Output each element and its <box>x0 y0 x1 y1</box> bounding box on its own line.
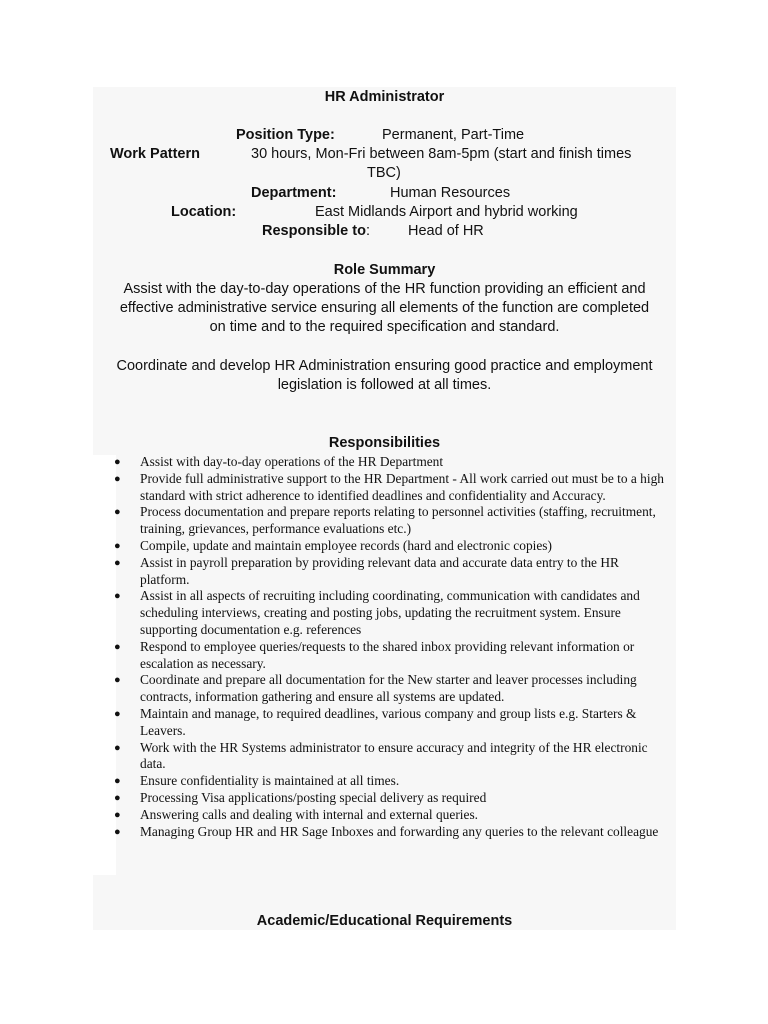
role-summary-paragraph-2 <box>96 357 673 395</box>
academic-requirements-heading: Academic/Educational Requirements <box>256 913 513 929</box>
list-item <box>0 454 670 471</box>
list-item-text: Provide full administrative support to the HR Department - All work carried out must be to a high standard with strict adherence to identified deadlines and confidentiality and Accuracy. <box>140 470 664 503</box>
bullet-icon: ● <box>114 556 121 569</box>
bullet-icon: ● <box>114 640 121 653</box>
paragraph-line: Assist with the day-to-day operations of the HR function providing an efficient and <box>123 281 646 297</box>
list-item-text: Compile, update and maintain employee records (hard and electronic copies) <box>140 537 552 553</box>
role-summary-heading: Role Summary <box>333 262 436 278</box>
list-item-text: Coordinate and prepare all documentation for the New starter and leaver processes including contracts, information gathering and ensure all systems are updated. <box>140 672 637 705</box>
list-item-text: Respond to employee queries/requests to the shared inbox providing relevant information or escalation as necessary. <box>140 638 635 671</box>
list-item <box>0 773 670 790</box>
list-item-text: Ensure confidentiality is maintained at all times. <box>140 773 400 789</box>
bullet-icon: ● <box>114 472 121 485</box>
work-pattern-label: Work Pattern <box>110 146 200 162</box>
list-item-text: Processing Visa applications/posting special delivery as required <box>140 789 487 805</box>
work-pattern-value-continued: TBC) <box>367 165 401 181</box>
list-item <box>0 504 670 538</box>
document-title: HR Administrator <box>324 89 445 105</box>
paragraph-line: effective administrative service ensuring all elements of the function are completed <box>119 300 650 317</box>
location-label: Location: <box>171 204 237 220</box>
work-pattern-value: 30 hours, Mon-Fri between 8am-5pm (start and finish times <box>251 146 632 162</box>
list-item <box>0 588 670 638</box>
paragraph-line: legislation is followed at all times. <box>277 377 492 394</box>
department-label: Department: <box>251 185 337 201</box>
responsibilities-list <box>0 454 768 840</box>
list-item <box>0 538 670 555</box>
bullet-icon: ● <box>114 456 121 468</box>
bullet-icon: ● <box>114 741 121 754</box>
list-item <box>0 706 670 740</box>
list-item <box>0 740 670 774</box>
list-item <box>0 790 670 807</box>
responsible-to-row <box>262 223 370 239</box>
responsible-to-label: Responsible to <box>262 223 366 239</box>
bullet-icon: ● <box>114 590 121 603</box>
list-item-text: Work with the HR Systems administrator to ensure accuracy and integrity of the HR electronic data. <box>140 739 648 772</box>
list-item-text: Assist with day-to-day operations of the HR Department <box>140 454 444 469</box>
bullet-icon: ● <box>114 674 121 687</box>
list-item <box>0 824 670 841</box>
bullet-icon: ● <box>114 539 121 552</box>
paragraph-line: on time and to the required specification and standard. <box>209 319 560 336</box>
position-type-value: Permanent, Part-Time <box>382 127 525 143</box>
role-summary-paragraph-1 <box>96 280 673 338</box>
responsible-to-colon: : <box>365 223 370 239</box>
location-value: East Midlands Airport and hybrid working <box>315 204 578 220</box>
bullet-icon: ● <box>114 791 121 804</box>
bullet-icon: ● <box>114 825 121 838</box>
responsibilities-heading: Responsibilities <box>328 435 441 451</box>
list-item <box>0 639 670 673</box>
position-type-label: Position Type: <box>236 127 335 143</box>
responsible-to-value: Head of HR <box>408 223 484 239</box>
bullet-icon: ● <box>114 707 121 720</box>
department-value: Human Resources <box>390 185 511 201</box>
list-item-text: Answering calls and dealing with internal and external queries. <box>140 806 479 822</box>
list-item <box>0 807 670 824</box>
list-item <box>0 471 670 505</box>
bullet-icon: ● <box>114 775 121 788</box>
list-item <box>0 672 670 706</box>
list-item-text: Assist in payroll preparation by providing relevant data and accurate data entry to the HR platform. <box>140 554 619 587</box>
list-item-text: Process documentation and prepare reports relating to personnel activities (staffing, recruitment, training, grievances, performance evaluations etc.) <box>140 504 656 537</box>
list-item <box>0 555 670 589</box>
bullet-icon: ● <box>114 506 121 519</box>
list-item-text: Assist in all aspects of recruiting including coordinating, communication with candidates and scheduling interviews, creating and posting jobs, updating the recruitment system. Ensure supporting documentation e.g. references <box>140 588 640 637</box>
paragraph-line: Coordinate and develop HR Administration ensuring good practice and employment <box>116 358 653 374</box>
bullet-icon: ● <box>114 808 121 821</box>
list-item-text: Managing Group HR and HR Sage Inboxes and forwarding any queries to the relevant colleague <box>140 823 659 839</box>
list-item-text: Maintain and manage, to required deadlines, various company and group lists e.g. Starters & Leavers. <box>140 705 637 738</box>
